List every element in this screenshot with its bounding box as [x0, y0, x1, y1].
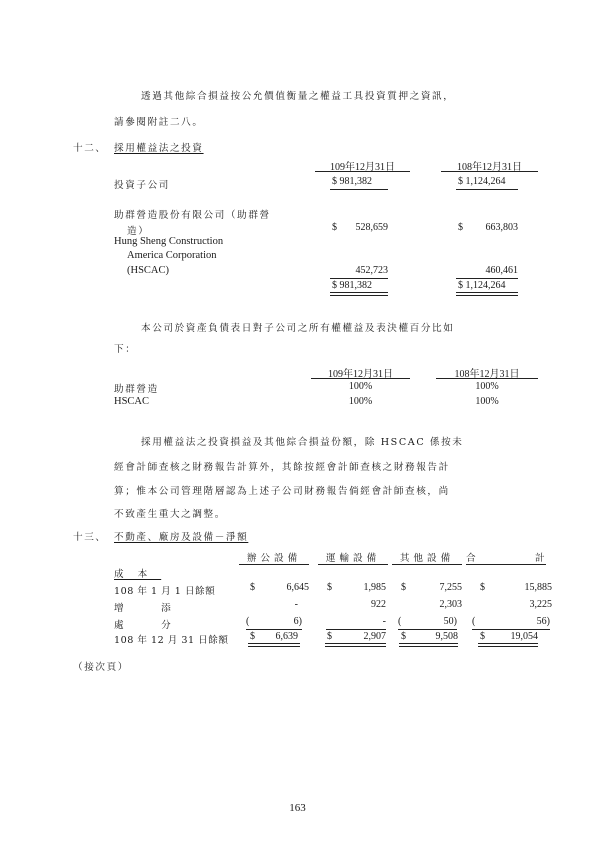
table3-row1-c3: 2,303 — [439, 599, 462, 610]
ownership-line-1: 本公司於資產負債表日對子公司之所有權權益及表決權百分比如 — [141, 323, 455, 334]
table2-col-2020: 109年12月31日 — [328, 369, 393, 380]
table2-col-2019: 108年12月31日 — [454, 369, 520, 380]
table1-hs-2019: 460,461 — [485, 265, 518, 276]
table3-row2-label: 處 分 — [114, 620, 185, 631]
table1-hs-2020: 452,723 — [355, 265, 388, 276]
section-12-title: 採用權益法之投資 — [114, 143, 204, 154]
table1-zhu-2020: 528,659 — [355, 222, 388, 233]
table3-col-other: 其他設備 — [399, 553, 455, 564]
table3-row2-c2: - — [382, 616, 386, 627]
table3-row1-c1: - — [294, 599, 298, 610]
table3-col-total-b: 計 — [535, 553, 547, 564]
table3-row3-c4-sign: $ — [480, 631, 485, 642]
equity-line-4: 不致產生重大之調整。 — [114, 509, 226, 520]
table2-row1-2019: 100% — [475, 381, 499, 392]
table1-row-subsidiary-label: 投資子公司 — [114, 180, 170, 191]
table3-row3-c2-sign: $ — [327, 631, 332, 642]
table3-row2-c4: 56) — [536, 616, 550, 627]
table1-total-2020: $ 981,382 — [332, 280, 372, 291]
table1-col-2019: 108年12月31日 — [457, 162, 522, 173]
table2-row1-2020: 100% — [348, 381, 373, 392]
intro-line-2: 請參閱附註二八。 — [114, 117, 204, 128]
equity-line-1: 採用權益法之投資損益及其他綜合損益份額，除 HSCAC 係按未 — [141, 437, 464, 448]
table1-subsidiary-2019: $ 1,124,264 — [458, 176, 506, 187]
ownership-line-2: 下： — [114, 344, 137, 355]
section-13-title: 不動產、廠房及設備－淨額 — [114, 532, 249, 543]
table3-cost-label: 成本 — [114, 569, 162, 580]
table1-row-hs-label-2: America Corporation — [127, 250, 217, 261]
table3-row0-c2-sign: $ — [327, 582, 332, 593]
table1-zhu-2019: 663,803 — [485, 222, 518, 233]
table3-row3-c1-sign: $ — [250, 631, 255, 642]
table2-row2-2020: 100% — [348, 396, 373, 407]
table3-row3-c1: 6,639 — [275, 631, 298, 642]
table3-row2-c1: 6) — [293, 616, 302, 627]
table3-row0-c1: 6,645 — [286, 582, 309, 593]
table3-row1-c2: 922 — [371, 599, 386, 610]
continued-note: （接次頁） — [73, 662, 129, 673]
section-13-number: 十三、 — [73, 532, 107, 543]
table3-row0-c1-sign: $ — [250, 582, 255, 593]
table3-row2-c4-sign: ( — [472, 616, 476, 627]
page-number: 163 — [289, 802, 306, 814]
table1-subsidiary-2020: $ 981,382 — [332, 176, 372, 187]
table3-col-office: 辦公設備 — [246, 553, 302, 564]
table1-col-2020: 109年12月31日 — [330, 162, 395, 173]
table3-col-transport: 運輸設備 — [325, 553, 381, 564]
table3-row3-c4: 19,054 — [510, 631, 538, 642]
table3-row1-c4: 3,225 — [529, 599, 552, 610]
table2-row2-2019: 100% — [475, 396, 499, 407]
table3-row0-c3-sign: $ — [401, 582, 406, 593]
equity-line-3: 算；惟本公司管理階層認為上述子公司財務報告倘經會計師查核，尚 — [114, 486, 450, 497]
table1-total-2019: $ 1,124,264 — [458, 280, 506, 291]
table1-row-hs-label-3: (HSCAC) — [127, 265, 170, 276]
table3-row2-c1-sign: ( — [246, 616, 250, 627]
table1-zhu-2019-sign: $ — [458, 222, 463, 233]
table1-row-zhu-label-2: 造） — [127, 226, 150, 237]
table3-row1-label: 增 添 — [114, 603, 185, 614]
table3-row0-c4: 15,885 — [524, 582, 552, 593]
intro-line-1: 透過其他綜合損益按公允價值衡量之權益工具投資質押之資訊， — [141, 91, 455, 102]
table3-row3-label: 108 年 12 月 31 日餘額 — [114, 635, 229, 646]
table1-zhu-2020-sign: $ — [332, 222, 337, 233]
table3-col-total-a: 合 — [466, 553, 478, 564]
table3-row2-c3: 50) — [443, 616, 457, 627]
section-12-number: 十二、 — [73, 143, 107, 154]
table1-row-zhu-label-1: 助群營造股份有限公司（助群營 — [114, 210, 271, 221]
table3-row0-c3: 7,255 — [439, 582, 462, 593]
table3-row0-label: 108 年 1 月 1 日餘額 — [114, 586, 216, 597]
table3-row3-c3: 9,508 — [435, 631, 458, 642]
table3-row0-c4-sign: $ — [480, 582, 485, 593]
table2-row1-label: 助群營造 — [114, 384, 159, 395]
table3-row2-c3-sign: ( — [398, 616, 402, 627]
table3-row0-c2: 1,985 — [363, 582, 386, 593]
equity-line-2: 經會計師查核之財務報告計算外，其餘按經會計師查核之財務報告計 — [114, 462, 450, 473]
table3-row3-c2: 2,907 — [363, 631, 386, 642]
table2-row2-label: HSCAC — [114, 396, 150, 407]
table3-row3-c3-sign: $ — [401, 631, 406, 642]
table1-row-hs-label-1: Hung Sheng Construction — [114, 236, 224, 247]
